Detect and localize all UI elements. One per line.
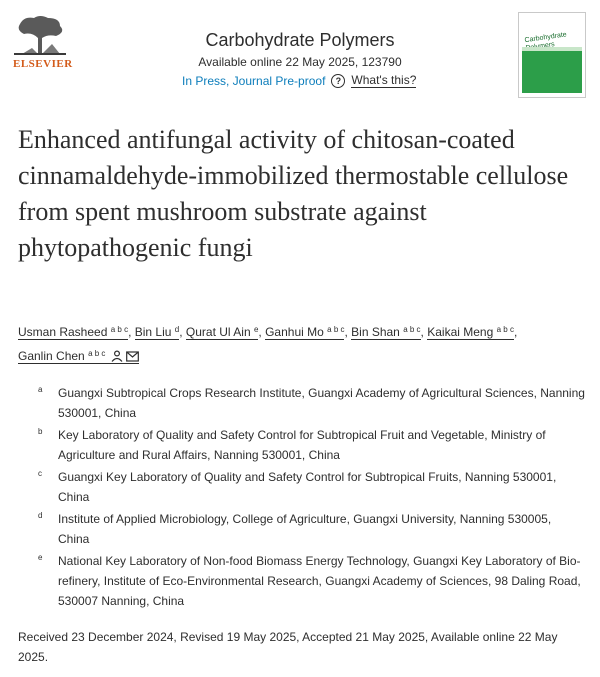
whats-this-link[interactable]: What's this? xyxy=(351,73,417,87)
author-link[interactable] xyxy=(18,325,128,340)
question-circle-icon[interactable]: ? xyxy=(331,74,345,88)
affiliation-item xyxy=(40,383,585,423)
author-link[interactable] xyxy=(265,325,344,340)
author-affiliation-marks: a b c xyxy=(110,325,129,334)
affiliation-label: b xyxy=(38,427,43,436)
affiliation-text: Institute of Applied Microbiology, College of Agriculture, Guangxi University, Nanning 530005, China xyxy=(58,512,552,546)
author-name: Qurat Ul Ain xyxy=(185,325,251,339)
author-link[interactable] xyxy=(186,325,259,340)
journal-title[interactable] xyxy=(0,30,600,51)
affiliation-label: c xyxy=(38,469,42,478)
affiliation-item xyxy=(40,551,585,611)
affiliation-label: e xyxy=(38,553,43,562)
article-title: Enhanced antifungal activity of chitosan-coated cinnamaldehyde-immobilized thermostable cellulose from spent mushroom substrate against phytopathogenic fungi xyxy=(18,125,569,262)
affiliation-item xyxy=(40,467,585,507)
journal-title-text[interactable]: Carbohydrate Polymers xyxy=(205,30,395,50)
affiliation-item xyxy=(40,425,585,465)
article-header xyxy=(0,0,600,100)
author-affiliation-marks: e xyxy=(253,325,259,334)
affiliation-item xyxy=(40,509,585,549)
person-icon[interactable] xyxy=(111,350,123,362)
affiliation-text: Guangxi Key Laboratory of Quality and Safety Control for Subtropical Fruits, Nanning 530001, China xyxy=(58,470,557,504)
author-name: Bin Shan xyxy=(351,325,400,339)
affiliation-list xyxy=(40,383,585,613)
journal-cover-thumbnail[interactable] xyxy=(518,12,586,98)
author-name: Usman Rasheed xyxy=(18,325,108,339)
status-row xyxy=(182,73,416,88)
author-affiliation-marks: a b c xyxy=(88,349,106,358)
author-name: Ganhui Mo xyxy=(265,325,324,339)
author-list: Usman Rasheed $^{a b c}$, Bin Liu $^d$, Qurat Ul Ain $^e$, Ganhui Mo $^{a b c}$, Bin Shan $^{a b c}$, Kaikai Meng $^{a b c}$, Ganlin Chen $^{a b c}$ xyxy=(18,325,518,363)
author-name: Ganlin Chen xyxy=(18,349,85,363)
cover-green-block xyxy=(522,51,582,93)
author-affiliation-marks: a b c xyxy=(496,325,514,334)
corresponding-author-link[interactable] xyxy=(18,349,139,364)
author-name: Bin Liu xyxy=(134,325,172,339)
author-affiliation-marks: a b c xyxy=(327,325,345,334)
author-name: Kaikai Meng xyxy=(427,325,494,339)
cover-journal-name: Carbohydrate xyxy=(524,31,568,45)
author-affiliation-marks: a b c xyxy=(403,325,421,334)
affiliation-label: a xyxy=(38,385,43,394)
affiliation-text: National Key Laboratory of Non-food Biomass Energy Technology, Guangxi Key Laboratory of Bio-refinery, Institute of Eco-Environmental Research, Guangxi Academy of Sciences, 98 Daling Road, 530007 Nanning, China xyxy=(58,554,581,608)
author-affiliation-marks: d xyxy=(174,325,180,334)
availability-line: Available online 22 May 2025, 123790 xyxy=(198,55,402,69)
author-link[interactable] xyxy=(135,325,180,340)
author-contact-icons xyxy=(111,350,139,362)
publisher-name: ELSEVIER xyxy=(13,58,73,70)
author-link[interactable] xyxy=(351,325,420,340)
article-history: Received 23 December 2024, Revised 19 May 2025, Accepted 21 May 2025, Available online 22 May 2025. xyxy=(18,630,558,664)
affiliation-text: Key Laboratory of Quality and Safety Control for Subtropical Fruit and Vegetable, Ministry of Agriculture and Rural Affairs, Nanning 530001, China xyxy=(58,428,546,462)
affiliation-text: Guangxi Subtropical Crops Research Institute, Guangxi Academy of Agricultural Sciences, Nanning 530001, China xyxy=(58,386,585,420)
affiliation-label: d xyxy=(38,511,43,520)
author-link[interactable] xyxy=(427,325,514,340)
journal-pre-proof-link[interactable]: In Press, Journal Pre-proof xyxy=(182,73,326,88)
envelope-icon[interactable] xyxy=(126,351,139,362)
